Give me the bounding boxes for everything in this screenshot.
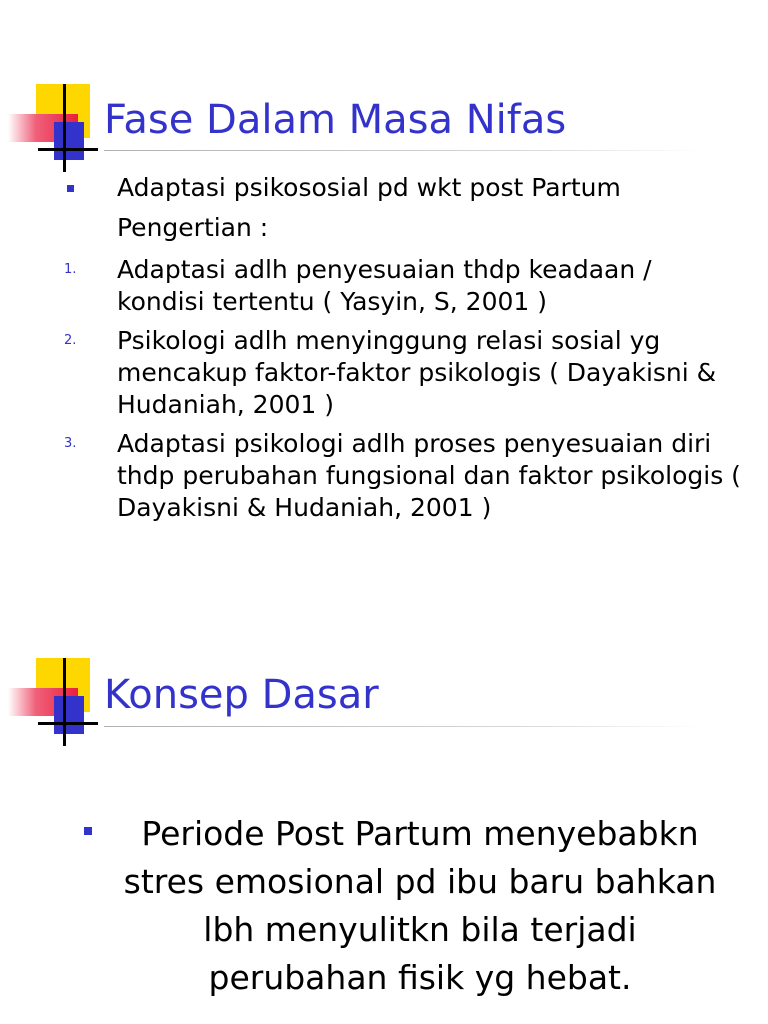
slide-title: Konsep Dasar	[104, 672, 379, 718]
list-item-text: Adaptasi psikologi adlh proses penyesuaian diri thdp perubahan fungsional dan faktor psikologis ( Dayakisni & Hudaniah, 2001 )	[117, 429, 741, 522]
title-ornament	[0, 658, 110, 748]
list-item-text: Adaptasi adlh penyesuaian thdp keadaan / kondisi tertentu ( Yasyin, S, 2001 )	[117, 255, 652, 316]
bullet-square-icon	[67, 185, 74, 192]
ornament-horizontal-line	[38, 148, 98, 151]
ornament-vertical-line	[63, 84, 66, 172]
list-item-text: Psikologi adlh menyinggung relasi sosial yg mencakup faktor-faktor psikologis ( Dayakisni & Hudaniah, 2001 )	[117, 326, 717, 419]
bullet-square-icon	[84, 827, 92, 835]
subheading-text: Pengertian :	[117, 213, 269, 242]
ornament-horizontal-line	[38, 722, 98, 725]
title-divider	[104, 726, 704, 727]
bullet-text: Adaptasi psikososial pd wkt post Partum	[117, 173, 621, 202]
ornament-blue-square	[54, 122, 84, 160]
ornament-blue-square	[54, 696, 84, 734]
title-divider	[104, 150, 704, 151]
ornament-vertical-line	[63, 658, 66, 746]
slide-konsep-dasar	[0, 580, 768, 1024]
list-number: 2.	[64, 333, 77, 348]
bullet-text: Periode Post Partum menyebabkn stres emosional pd ibu baru bahkan lbh menyulitkn bila terjadi perubahan fisik yg hebat.	[123, 814, 717, 997]
list-number: 1.	[64, 262, 77, 277]
list-number: 3.	[64, 436, 77, 451]
title-ornament	[0, 84, 110, 174]
slide-title: Fase Dalam Masa Nifas	[104, 97, 567, 143]
